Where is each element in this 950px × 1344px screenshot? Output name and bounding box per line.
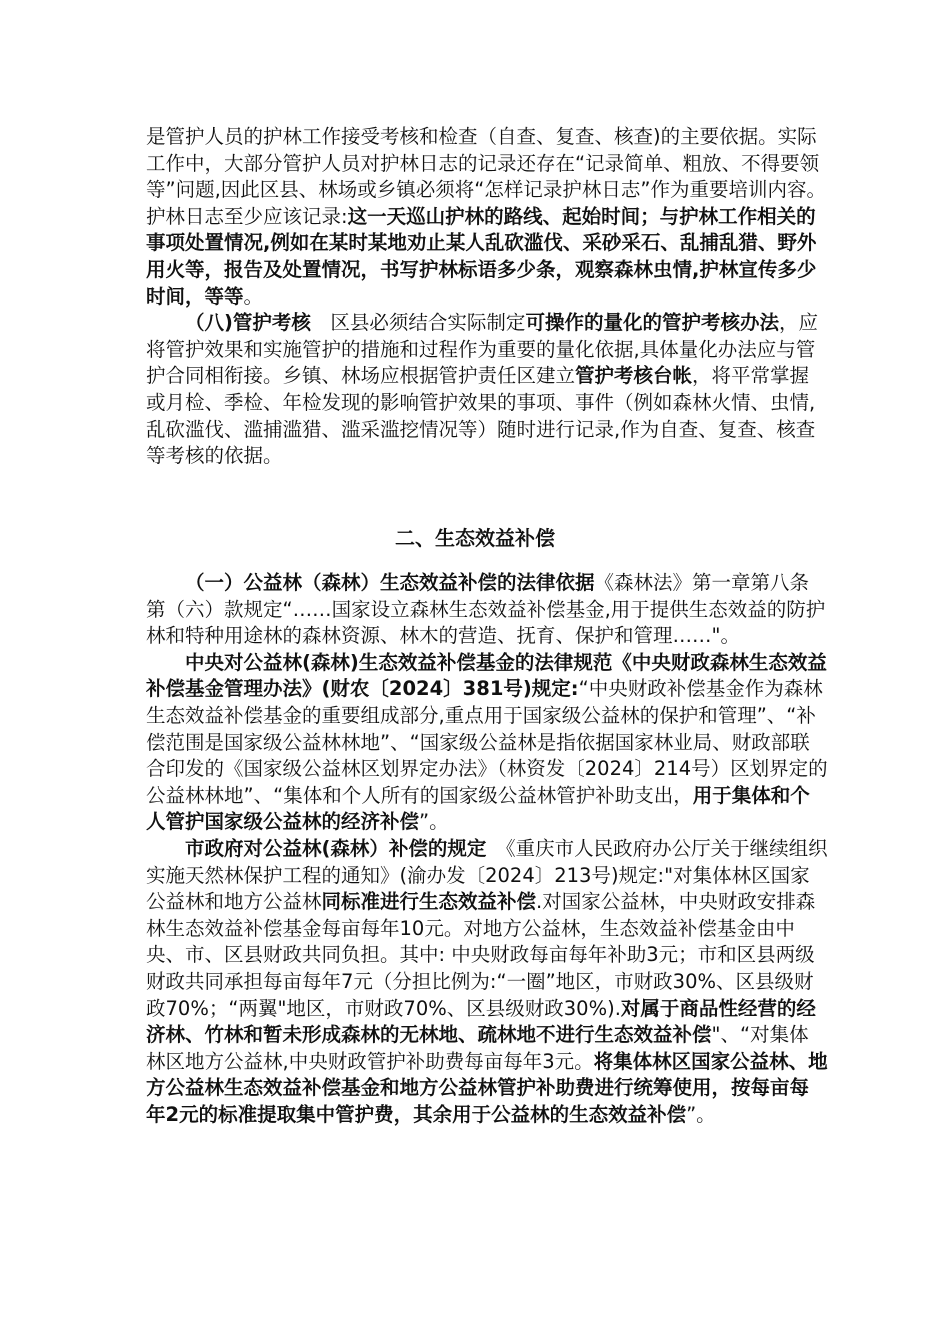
central-fund-text: “中央财政补偿基金作为森林生态效益补偿基金的重要组成部分,重点用于国家级公益林的保护和管理”、“补偿范围是国家级公益林林地”、“国家级公益林是指依据国家林业局、财政部联合印发的《国家级公益林区划界定办法》（林资发〔2024〕214号）区划界定的公益林林地”、“集体和个人所有的国家级公益林管护补助支出，: [146, 677, 828, 807]
punctuation: ”。: [686, 1102, 716, 1126]
central-fund-bold: 用于集体和个人管护国家级公益林的经济补偿: [146, 783, 810, 834]
city-rule-text-3: "、“对集体林区地方公益林,中央财政管护补助费每亩每年3元。: [146, 1023, 809, 1073]
city-rule-paragraph: [146, 836, 828, 1129]
punctuation: 。: [243, 284, 264, 308]
assessment-paragraph: [146, 310, 828, 470]
city-rule-bold-1: 同标准进行生态效益补偿: [321, 890, 537, 914]
patrol-log-text: 是管护人员的护林工作接受考核和检查（自查、复查、核查)的主要依据。实际工作中，大部分管护人员对护林日志的记录还存在“记录简单、粗放、不得要领等”问题,因此区县、林场或乡镇必须将“怎样记录护林日志”作为重要培训内容。护林日志至少应该记录:: [146, 125, 827, 228]
city-rule-text-1: 《重庆市人民政府办公厅关于继续组织实施天然林保护工程的通知》(渝办发〔2024〕213号)规定:"对集体林区国家公益林和地方公益林: [146, 836, 828, 914]
city-rule-bold-2: 对属于商品性经营的经济林、竹林和暂未形成森林的无林地、疏林地不进行生态效益补偿: [146, 996, 816, 1047]
city-rule-heading: 市政府对公益林(森林）补偿的规定: [185, 836, 487, 860]
section-2-body: [146, 570, 828, 1128]
section-1-body: [146, 124, 828, 470]
assessment-text-3: ，将平常掌握或月检、季检、年检发现的影响管护效果的事项、事件（例如森林火情、虫情,乱砍滥伐、滥捕滥猎、滥采滥挖情况等）随时进行记录,作为自查、复查、核查等考核的依据。: [146, 364, 816, 468]
city-rule-bold-3: 将集体林区国家公益林、地方公益林生态效益补偿基金和地方公益林管护补助费进行统筹使用，按每亩每年2元的标准提取集中管护费，其余用于公益林的生态效益补偿: [146, 1049, 828, 1126]
patrol-log-paragraph: [146, 124, 828, 310]
legal-basis-heading: （一）公益林（森林）生态效益补偿的法律依据: [185, 571, 595, 594]
punctuation: ”。: [419, 810, 449, 834]
assessment-bold-2: 管护考核台帐: [575, 364, 693, 388]
assessment-text-1: 区县必须结合实际制定: [310, 311, 526, 335]
legal-basis-text: 《森林法》第一章第八条第（六）款规定“……国家设立森林生态效益补偿基金,用于提供生态效益的防护林和特种用途林的森林资源、林木的营造、抚育、保护和管理……"。: [146, 571, 826, 648]
assessment-text-2: ，应将管护效果和实施管护的措施和过程作为重要的量化依据,具体量化办法应与管护合同相衔接。乡镇、林场应根据管护责任区建立: [146, 311, 818, 388]
section-2-heading: 二、生态效益补偿: [395, 526, 555, 550]
patrol-log-bold-text: 这一天巡山护林的路线、起始时间；与护林工作相关的事项处置情况,例如在某时某地劝止某人乱砍滥伐、采砂采石、乱捕乱猎、野外用火等，报告及处置情况，书写护林标语多少条，观察森林虫情,护林宣传多少时间，等等: [146, 204, 817, 308]
central-fund-heading: 中央对公益林(森林)生态效益补偿基金的法律规范《中央财政森林生态效益补偿基金管理办法》(财农〔2024〕381号)规定:: [146, 650, 827, 701]
assessment-heading: （八)管护考核: [185, 311, 311, 335]
central-fund-paragraph: [146, 650, 828, 836]
legal-basis-paragraph: [146, 570, 828, 650]
city-rule-text-2: .对国家公益林，中央财政安排森林生态效益补偿基金每亩每年10元。对地方公益林，生态效益补偿基金由中央、市、区县财政共同负担。其中: 中央财政每亩每年补助3元；市和区县两级财政共同承担每亩每年7元（分担比例为:“一圈”地区，市财政30%、区县级财政70%；“两翼"地区，市财政70%、区县级财政30%).: [146, 890, 816, 1020]
assessment-bold-1: 可操作的量化的管护考核办法: [525, 311, 779, 335]
